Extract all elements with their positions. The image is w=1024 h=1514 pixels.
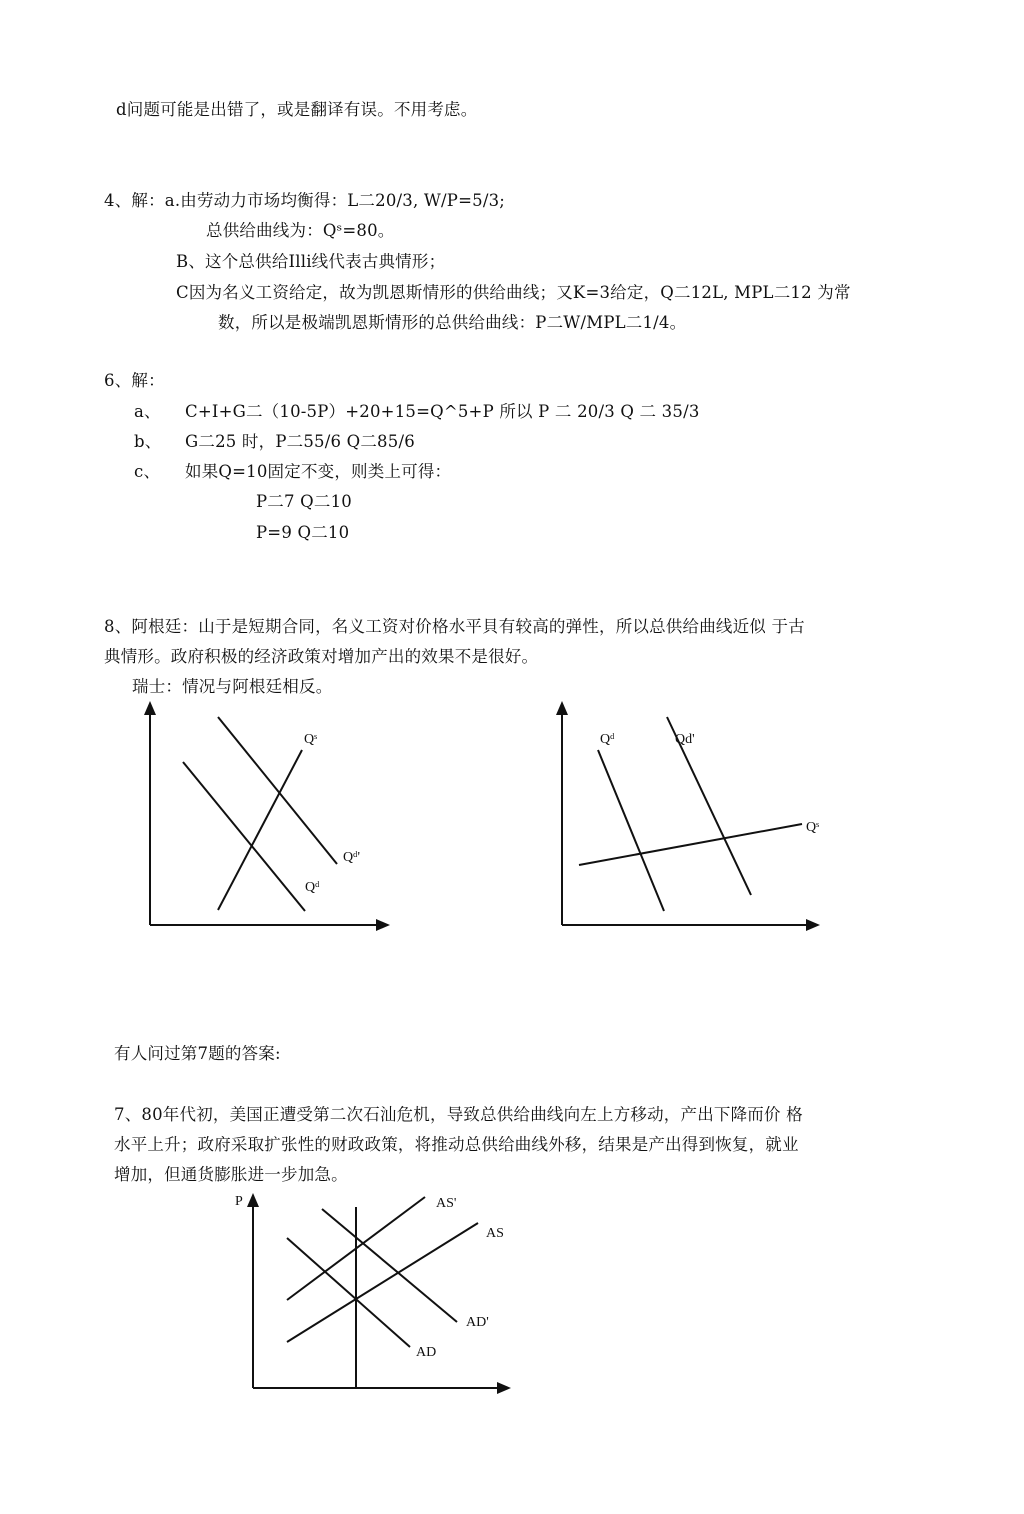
- label-qd-prime: Qᵈ': [343, 850, 360, 865]
- q6-c-label: c、: [134, 462, 161, 481]
- q8-line2: 典情形。政府积极的经济政策对增加产出的效果不是很好。: [104, 647, 539, 666]
- q4-line1: 4、解：a.由劳动力市场均衡得：L二20/3, W/P=5/3;: [104, 191, 506, 210]
- q6-heading: 6、解：: [104, 371, 165, 390]
- label-p: P: [235, 1194, 243, 1209]
- label-qd-prime: Qd': [675, 732, 695, 747]
- label-qs: Qˢ: [304, 732, 318, 747]
- q6-b-text: G二25 时，P二55/6 Q二85/6: [185, 432, 415, 451]
- label-qd: Qᵈ: [305, 880, 320, 895]
- argentina-supply-demand-diagram: [130, 695, 410, 945]
- label-as-prime: AS': [436, 1196, 457, 1211]
- q6-c-result-1: P二7 Q二10: [256, 492, 352, 511]
- q8-line3: 瑞士：情况与阿根廷相反。: [132, 677, 333, 696]
- ad-prime-curve: [322, 1209, 457, 1322]
- label-as: AS: [486, 1226, 504, 1241]
- supply-curve-qs: [218, 750, 302, 910]
- x-axis-arrowhead: [497, 1382, 511, 1394]
- x-axis-arrowhead: [806, 919, 820, 931]
- q6-b-label: b、: [134, 432, 162, 451]
- q4-line2: 总供给曲线为：Qˢ=80。: [206, 221, 395, 240]
- label-qd: Qᵈ: [600, 732, 615, 747]
- q6-a-label: a、: [134, 402, 161, 421]
- x-axis-arrowhead: [376, 919, 390, 931]
- q7-line1: 7、80年代初，美国正遭受第二次石汕危机，导致总供给曲线向左上方移动，产出下降而价 格: [114, 1105, 803, 1124]
- demand-curve-qd: [598, 750, 664, 911]
- q7-line2: 水平上升；政府采取扩张性的财政政策，将推动总供给曲线外移，结果是产出得到恢复，就业: [114, 1135, 799, 1154]
- switzerland-supply-demand-diagram: [542, 695, 832, 945]
- y-axis-arrowhead: [247, 1193, 259, 1207]
- q6-c-result-2: P=9 Q二10: [256, 523, 350, 542]
- q6-a-text: C+I+G二（10-5P）+20+15=Q^5+P 所以 P 二 20/3 Q 二 35/3: [185, 402, 700, 421]
- q4-line3: B、这个总供给Illi线代表古典情形；: [176, 252, 446, 271]
- q7-intro: 有人问过第7题的答案:: [114, 1044, 281, 1063]
- as-ad-diagram: [225, 1185, 525, 1400]
- y-axis-arrowhead: [144, 701, 156, 715]
- q4-line5: 数，所以是极端凯恩斯情形的总供给曲线：P二W/MPL二1/4。: [218, 313, 687, 332]
- label-qs: Qˢ: [806, 820, 820, 835]
- q6-c-text: 如果Q=10固定不变，则类上可得：: [185, 462, 452, 481]
- as-curve: [287, 1223, 478, 1342]
- supply-curve-qs: [579, 824, 802, 865]
- q4-line4: C因为名义工资给定，故为凯恩斯情形的供给曲线；又K=3给定，Q二12L, MPL二12 为常: [176, 283, 851, 302]
- demand-curve-qd-prime: [218, 717, 337, 864]
- label-ad-prime: AD': [466, 1315, 489, 1330]
- y-axis-arrowhead: [556, 701, 568, 715]
- q7-line3: 增加，但通货膨胀进一步加急。: [114, 1165, 348, 1184]
- q8-line1: 8、阿根廷：山于是短期合同，名义工资对价格水平貝有较高的弹性，所以总供给曲线近似 于古: [104, 617, 805, 636]
- note-d: d问题可能是出错了，或是翻译有误。不用考虑。: [116, 100, 478, 119]
- demand-curve-qd: [183, 762, 305, 911]
- label-ad: AD: [416, 1345, 437, 1360]
